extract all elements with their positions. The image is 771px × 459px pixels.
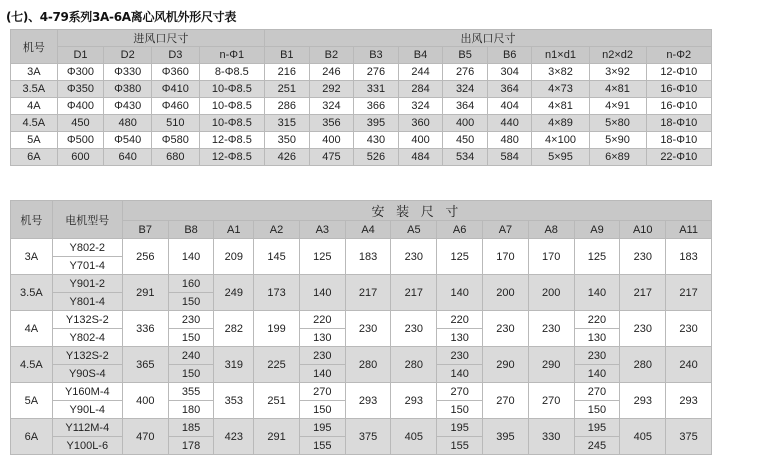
column-header: A7: [483, 221, 529, 239]
table-cell: Φ460: [152, 98, 200, 115]
column-header: n1×d1: [532, 47, 589, 64]
table-cell: 230: [574, 347, 620, 365]
table-row: [11, 383, 712, 401]
table-cell: 304: [487, 64, 532, 81]
table-cell: 195: [299, 419, 345, 437]
table-cell: 16-Φ10: [646, 98, 711, 115]
motor-model: Y112M-4: [52, 419, 122, 437]
table-cell: 4×91: [589, 98, 646, 115]
table-cell: 480: [104, 115, 152, 132]
column-header: A8: [528, 221, 574, 239]
table-cell: 170: [528, 239, 574, 275]
table-cell: 230: [620, 311, 666, 347]
header-motor: 电机型号: [52, 201, 122, 239]
table-cell: 280: [620, 347, 666, 383]
row-model: 4A: [11, 98, 58, 115]
table-cell: 3×92: [589, 64, 646, 81]
table-cell: 217: [666, 275, 712, 311]
row-model: 5A: [11, 132, 58, 149]
table-cell: 10-Φ8.5: [199, 81, 264, 98]
table-cell: 217: [391, 275, 437, 311]
table-row: [11, 132, 712, 149]
table-cell: 4×89: [532, 115, 589, 132]
table-cell: 270: [437, 383, 483, 401]
table-cell: 365: [122, 347, 168, 383]
table-row: [11, 419, 712, 437]
table-cell: 155: [437, 437, 483, 455]
table-cell: 230: [528, 311, 574, 347]
table-cell: 245: [574, 437, 620, 455]
table-cell: 140: [437, 365, 483, 383]
table-cell: 216: [265, 64, 310, 81]
row-model: 4.5A: [11, 115, 58, 132]
table-row: [11, 239, 712, 257]
table-cell: 293: [345, 383, 391, 419]
table-cell: Φ380: [104, 81, 152, 98]
table-cell: 150: [574, 401, 620, 419]
table-cell: 400: [398, 132, 443, 149]
table-cell: 450: [443, 132, 488, 149]
table-cell: 584: [487, 149, 532, 166]
table-cell: 640: [104, 149, 152, 166]
table-cell: 10-Φ8.5: [199, 115, 264, 132]
table-cell: 150: [299, 401, 345, 419]
table-cell: 12-Φ8.5: [199, 132, 264, 149]
table-cell: 405: [391, 419, 437, 455]
table-cell: 240: [168, 347, 214, 365]
outline-dimension-table: [10, 29, 712, 166]
table-cell: 405: [620, 419, 666, 455]
header-outlet: 出风口尺寸: [265, 30, 712, 47]
column-header: A2: [254, 221, 300, 239]
table-cell: 353: [214, 383, 254, 419]
table-row: [11, 275, 712, 293]
table-cell: 4×81: [589, 81, 646, 98]
table-cell: 324: [309, 98, 354, 115]
row-model: 5A: [11, 383, 53, 419]
table-row: [11, 115, 712, 132]
table-cell: 400: [443, 115, 488, 132]
table-cell: 18-Φ10: [646, 132, 711, 149]
table-cell: 217: [345, 275, 391, 311]
table-cell: 6×89: [589, 149, 646, 166]
table-cell: 155: [299, 437, 345, 455]
column-header: B5: [443, 47, 488, 64]
table-cell: 336: [122, 311, 168, 347]
table-cell: 331: [354, 81, 399, 98]
row-model: 3A: [11, 239, 53, 275]
table-cell: 160: [168, 275, 214, 293]
installation-dimension-table: [10, 200, 712, 455]
column-header: A1: [214, 221, 254, 239]
table-cell: 230: [168, 311, 214, 329]
table-cell: 280: [391, 347, 437, 383]
table-cell: Φ410: [152, 81, 200, 98]
table-cell: 395: [354, 115, 399, 132]
column-header: B1: [265, 47, 310, 64]
table-cell: 230: [620, 239, 666, 275]
table-cell: 600: [57, 149, 104, 166]
column-header: D1: [57, 47, 104, 64]
table-cell: 130: [437, 329, 483, 347]
row-model: 3.5A: [11, 81, 58, 98]
table-cell: 355: [168, 383, 214, 401]
table-row: [11, 311, 712, 329]
table-row: [11, 64, 712, 81]
table-cell: 173: [254, 275, 300, 311]
table-cell: 130: [299, 329, 345, 347]
table-cell: 150: [437, 401, 483, 419]
table-cell: 140: [574, 275, 620, 311]
table-cell: 200: [483, 275, 529, 311]
table-cell: 12-Φ10: [646, 64, 711, 81]
table-cell: 526: [354, 149, 399, 166]
table-cell: 423: [214, 419, 254, 455]
table-cell: 680: [152, 149, 200, 166]
column-header: n2×d2: [589, 47, 646, 64]
table-cell: 400: [309, 132, 354, 149]
motor-model: Y802-4: [52, 329, 122, 347]
table-cell: 319: [214, 347, 254, 383]
table-cell: 145: [254, 239, 300, 275]
table-cell: 256: [122, 239, 168, 275]
column-header: B6: [487, 47, 532, 64]
table-cell: 183: [666, 239, 712, 275]
table-cell: 315: [265, 115, 310, 132]
table-cell: 230: [437, 347, 483, 365]
table-cell: 475: [309, 149, 354, 166]
table-cell: 140: [437, 275, 483, 311]
table-cell: 364: [487, 81, 532, 98]
motor-model: Y801-4: [52, 293, 122, 311]
table-cell: 217: [620, 275, 666, 311]
table-cell: 430: [354, 132, 399, 149]
table-cell: 150: [168, 365, 214, 383]
table-cell: 249: [214, 275, 254, 311]
table-cell: 125: [574, 239, 620, 275]
table-cell: 470: [122, 419, 168, 455]
column-header: A11: [666, 221, 712, 239]
table-cell: 510: [152, 115, 200, 132]
column-header: A3: [299, 221, 345, 239]
page-title: (七)、4-79系列3A-6A离心风机外形尺寸表: [6, 10, 237, 24]
table-cell: 364: [443, 98, 488, 115]
table-cell: 185: [168, 419, 214, 437]
table-cell: 170: [483, 239, 529, 275]
table-cell: 180: [168, 401, 214, 419]
table-cell: 140: [299, 275, 345, 311]
table-cell: 292: [309, 81, 354, 98]
column-header: B2: [309, 47, 354, 64]
table-cell: 534: [443, 149, 488, 166]
table-cell: 178: [168, 437, 214, 455]
table-cell: 125: [299, 239, 345, 275]
table-cell: 3×82: [532, 64, 589, 81]
row-model: 4.5A: [11, 347, 53, 383]
column-header: A4: [345, 221, 391, 239]
table-cell: Φ360: [152, 64, 200, 81]
motor-model: Y90L-4: [52, 401, 122, 419]
table-cell: 130: [574, 329, 620, 347]
column-header: D2: [104, 47, 152, 64]
table-cell: 440: [487, 115, 532, 132]
motor-model: Y802-2: [52, 239, 122, 257]
column-header: B4: [398, 47, 443, 64]
table-cell: Φ540: [104, 132, 152, 149]
table-cell: 244: [398, 64, 443, 81]
motor-model: Y90S-4: [52, 365, 122, 383]
table-cell: 246: [309, 64, 354, 81]
table-cell: 484: [398, 149, 443, 166]
table-cell: 195: [574, 419, 620, 437]
table-cell: Φ350: [57, 81, 104, 98]
motor-model: Y701-4: [52, 257, 122, 275]
table-cell: 225: [254, 347, 300, 383]
motor-model: Y132S-2: [52, 311, 122, 329]
table-cell: 220: [574, 311, 620, 329]
table-cell: 375: [345, 419, 391, 455]
table-cell: 251: [254, 383, 300, 419]
table-cell: 270: [483, 383, 529, 419]
table-cell: 125: [437, 239, 483, 275]
row-model: 3.5A: [11, 275, 53, 311]
table-cell: 199: [254, 311, 300, 347]
table-cell: 282: [214, 311, 254, 347]
table-cell: Φ400: [57, 98, 104, 115]
column-header: D3: [152, 47, 200, 64]
table-cell: 140: [168, 239, 214, 275]
table-cell: 280: [345, 347, 391, 383]
table-cell: 293: [391, 383, 437, 419]
table-row: [11, 98, 712, 115]
column-header: A9: [574, 221, 620, 239]
table-cell: 360: [398, 115, 443, 132]
table-cell: 209: [214, 239, 254, 275]
table-cell: 5×95: [532, 149, 589, 166]
column-header: B7: [122, 221, 168, 239]
table-cell: 230: [666, 311, 712, 347]
table-cell: 404: [487, 98, 532, 115]
table-cell: Φ500: [57, 132, 104, 149]
row-model: 4A: [11, 311, 53, 347]
table-cell: 450: [57, 115, 104, 132]
motor-model: Y100L-6: [52, 437, 122, 455]
column-header: A6: [437, 221, 483, 239]
table-cell: 18-Φ10: [646, 115, 711, 132]
column-header: B3: [354, 47, 399, 64]
table-cell: 270: [528, 383, 574, 419]
table-cell: 290: [483, 347, 529, 383]
table-row: [11, 81, 712, 98]
table-cell: 140: [574, 365, 620, 383]
table-cell: 324: [443, 81, 488, 98]
table-cell: Φ430: [104, 98, 152, 115]
table-cell: 286: [265, 98, 310, 115]
table-cell: 5×90: [589, 132, 646, 149]
table-cell: 290: [528, 347, 574, 383]
row-model: 6A: [11, 419, 53, 455]
header-model: 机号: [11, 30, 58, 64]
table-cell: 220: [437, 311, 483, 329]
motor-model: Y132S-2: [52, 347, 122, 365]
table-cell: 150: [168, 329, 214, 347]
header-model: 机号: [11, 201, 53, 239]
column-header: A5: [391, 221, 437, 239]
table-cell: 230: [345, 311, 391, 347]
table-cell: 183: [345, 239, 391, 275]
table-cell: 16-Φ10: [646, 81, 711, 98]
table-cell: Φ580: [152, 132, 200, 149]
table-row: [11, 347, 712, 365]
table-cell: 4×73: [532, 81, 589, 98]
table-cell: 251: [265, 81, 310, 98]
table-cell: 356: [309, 115, 354, 132]
table-cell: 293: [620, 383, 666, 419]
table-cell: 4×81: [532, 98, 589, 115]
motor-model: Y901-2: [52, 275, 122, 293]
table-cell: 230: [483, 311, 529, 347]
table-cell: 195: [437, 419, 483, 437]
row-model: 6A: [11, 149, 58, 166]
table-cell: Φ300: [57, 64, 104, 81]
table-cell: 270: [574, 383, 620, 401]
table-cell: 230: [391, 239, 437, 275]
table-cell: 400: [122, 383, 168, 419]
table-cell: 150: [168, 293, 214, 311]
table-cell: 8-Φ8.5: [199, 64, 264, 81]
header-install: 安 装 尺 寸: [122, 201, 711, 221]
table-cell: 284: [398, 81, 443, 98]
table-cell: 240: [666, 347, 712, 383]
table-cell: 276: [443, 64, 488, 81]
table-cell: 330: [528, 419, 574, 455]
table-cell: 140: [299, 365, 345, 383]
table-cell: 350: [265, 132, 310, 149]
table-cell: 375: [666, 419, 712, 455]
table-cell: 4×100: [532, 132, 589, 149]
column-header: A10: [620, 221, 666, 239]
table-cell: 200: [528, 275, 574, 311]
table-cell: Φ330: [104, 64, 152, 81]
table-cell: 324: [398, 98, 443, 115]
table-cell: 12-Φ8.5: [199, 149, 264, 166]
row-model: 3A: [11, 64, 58, 81]
column-header: n-Φ2: [646, 47, 711, 64]
table-cell: 220: [299, 311, 345, 329]
table-cell: 276: [354, 64, 399, 81]
table-cell: 291: [254, 419, 300, 455]
table-cell: 426: [265, 149, 310, 166]
table-cell: 5×80: [589, 115, 646, 132]
table-cell: 10-Φ8.5: [199, 98, 264, 115]
table-cell: 230: [391, 311, 437, 347]
table-row: [11, 149, 712, 166]
table-cell: 270: [299, 383, 345, 401]
column-header: n-Φ1: [199, 47, 264, 64]
motor-model: Y160M-4: [52, 383, 122, 401]
table-cell: 366: [354, 98, 399, 115]
table-cell: 230: [299, 347, 345, 365]
table-cell: 291: [122, 275, 168, 311]
header-inlet: 进风口尺寸: [57, 30, 264, 47]
table-cell: 22-Φ10: [646, 149, 711, 166]
table-cell: 395: [483, 419, 529, 455]
table-cell: 293: [666, 383, 712, 419]
table-cell: 480: [487, 132, 532, 149]
column-header: B8: [168, 221, 214, 239]
